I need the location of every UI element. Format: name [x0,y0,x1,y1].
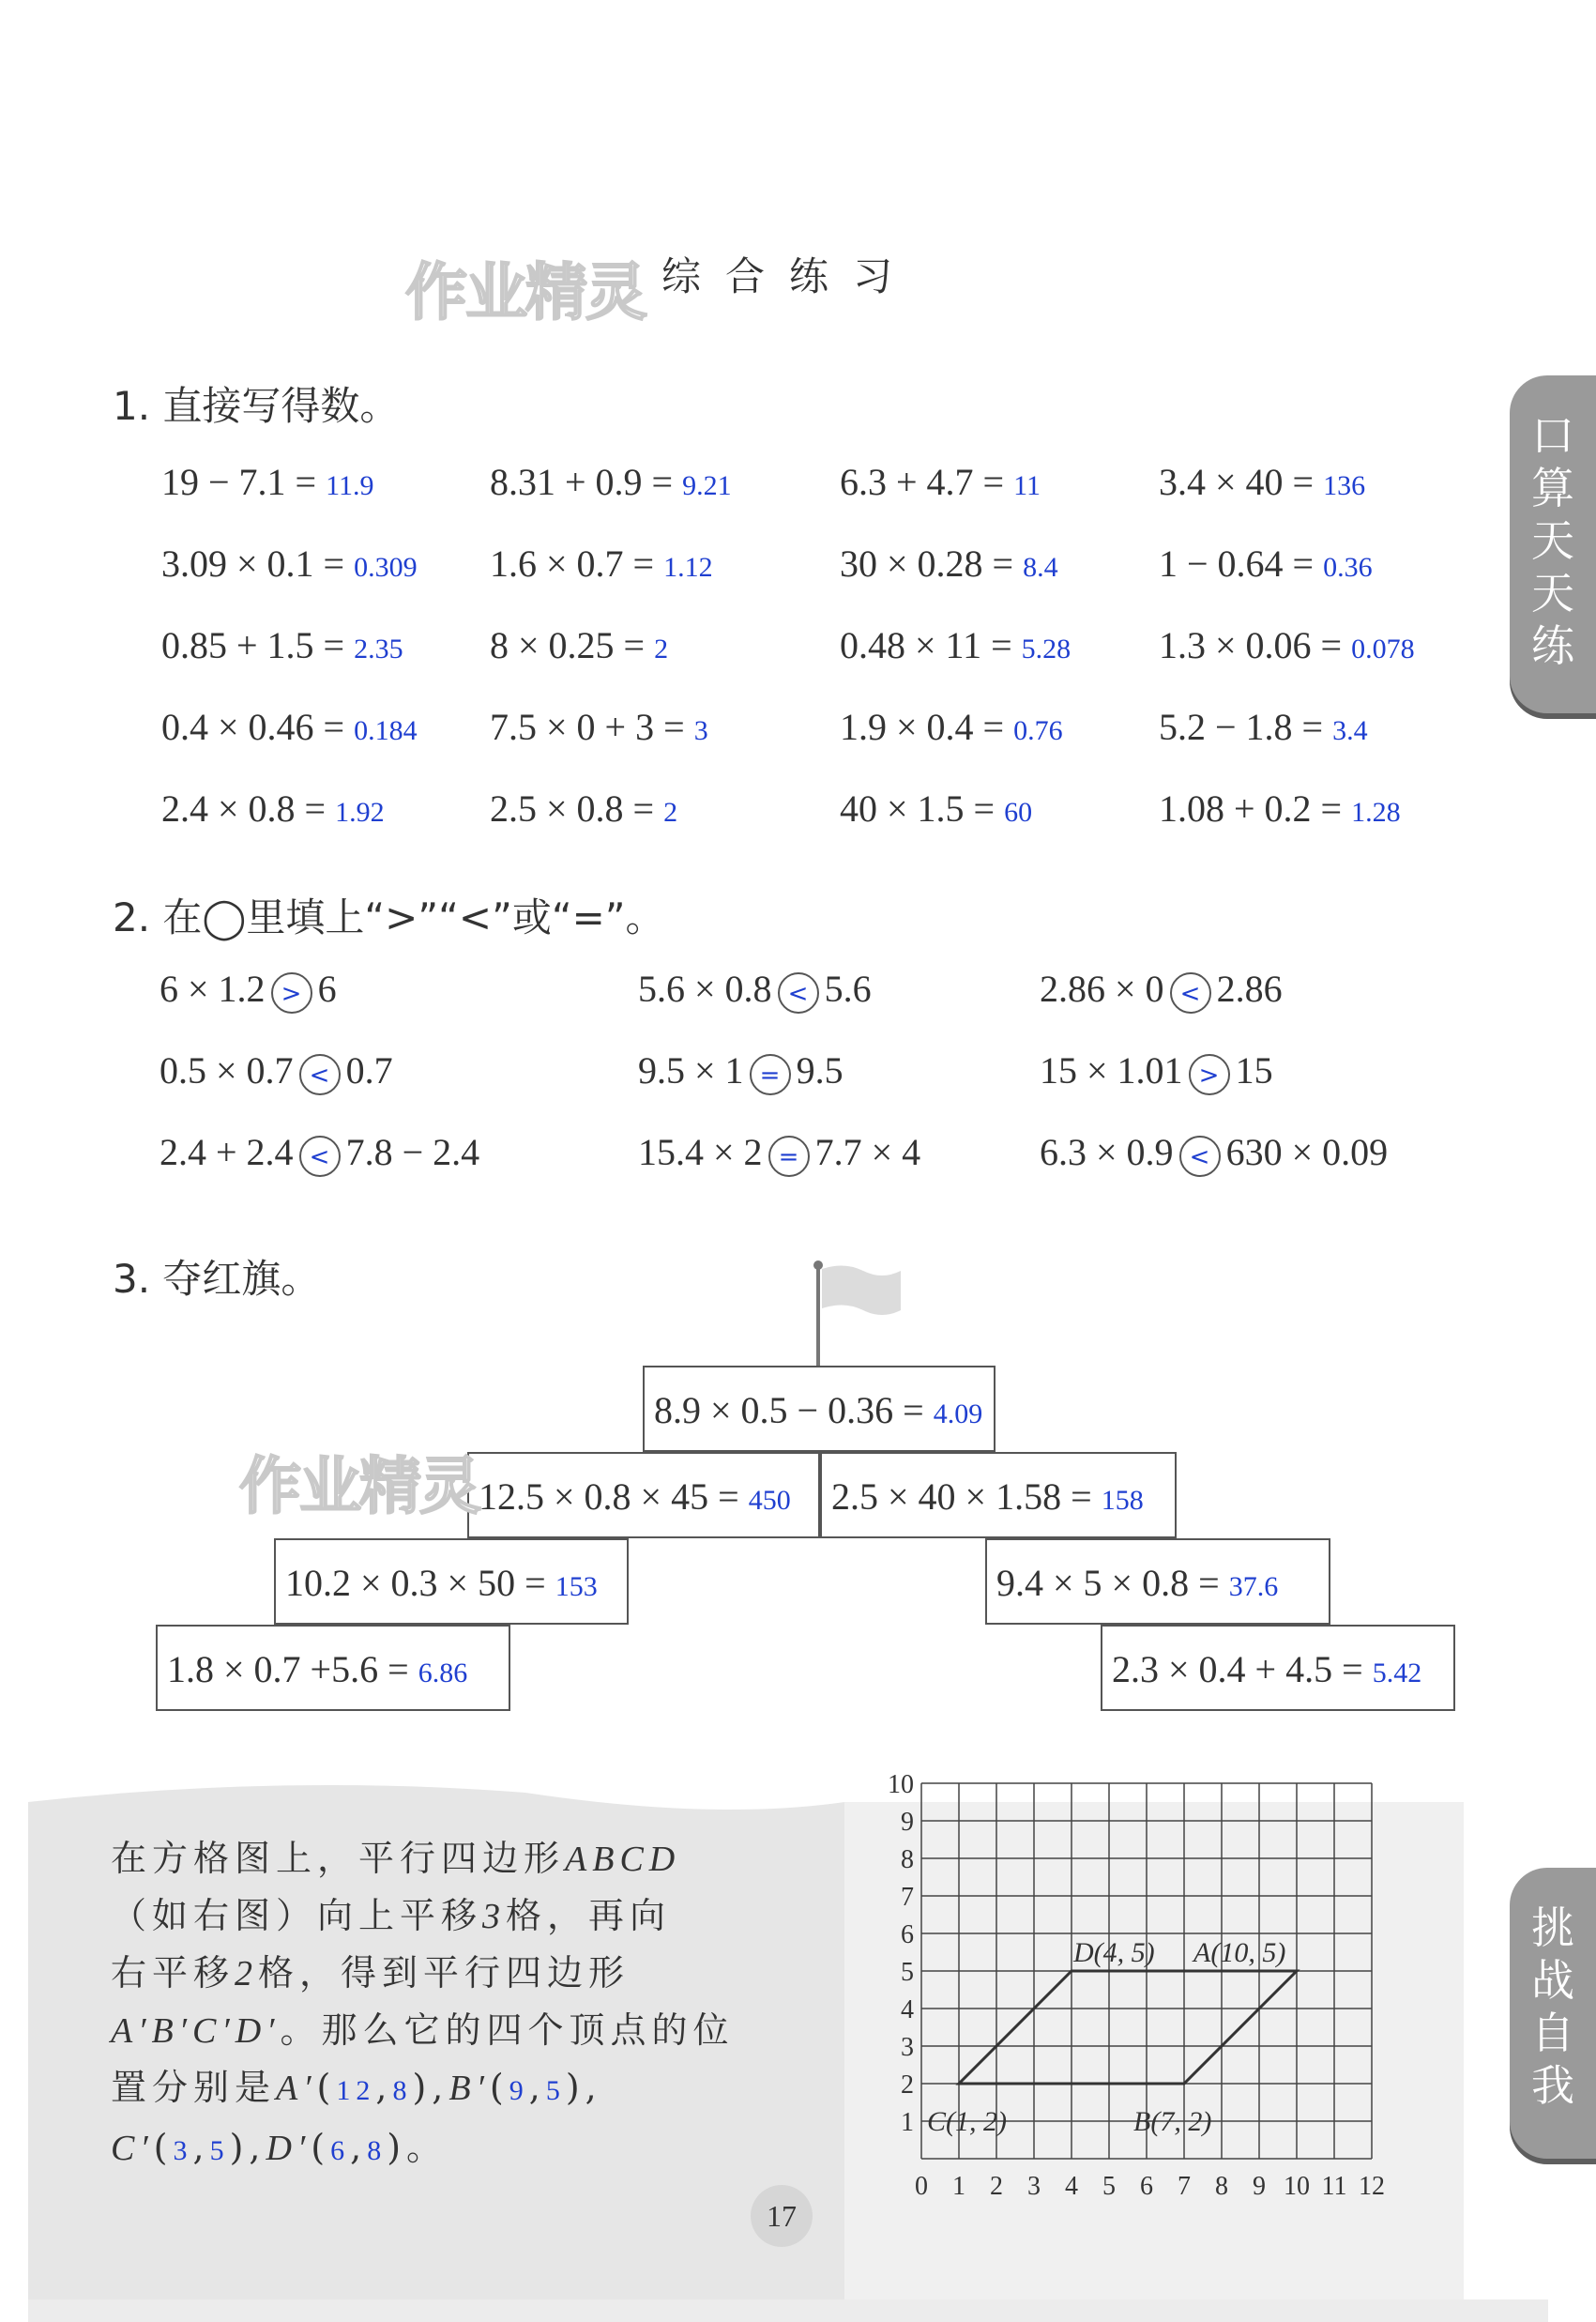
calc-question: 8 × 0.25 = [490,624,646,666]
flag-icon [807,1258,910,1370]
point-label: A(10, 5) [1193,1937,1286,1968]
y-tick-label: 2 [901,2070,914,2100]
parallelogram [959,1971,1297,2084]
x-tick-label: 5 [1102,2172,1116,2201]
calc-item [1159,623,1415,667]
calc-answer: 11 [1013,470,1041,501]
compare-circle: < [1179,1136,1221,1177]
compare-item [1040,1130,1388,1177]
y-tick-label: 7 [901,1883,914,1912]
y-tick-label: 3 [901,2033,914,2062]
calc-question: 6.3 + 4.7 = [840,461,1005,503]
calc-item [840,705,1063,749]
calc-answer: 1.28 [1351,797,1401,828]
calc-question: 1.08 + 0.2 = [1159,787,1343,830]
calc-item [161,460,374,504]
calc-question: 1.9 × 0.4 = [840,706,1005,748]
calc-answer: 0.76 [1013,715,1063,746]
compare-right: 5.6 [824,968,872,1010]
x-tick-label: 4 [1065,2172,1078,2201]
calc-item [490,460,732,504]
compare-item [638,1130,920,1177]
calc-answer: 2.35 [354,634,403,665]
calc-item [1159,542,1373,586]
calc-answer: 2 [663,797,678,828]
calc-answer: 0.078 [1351,634,1415,665]
x-tick-label: 10 [1284,2172,1310,2201]
calc-answer: 2 [654,634,669,665]
tab-mental-math: 口算天天练 [1510,375,1596,713]
calc-answer: 136 [1323,470,1366,501]
calc-item [161,787,385,831]
calc-question: 19 − 7.1 = [161,461,317,503]
compare-left: 9.5 × 1 [638,1049,744,1092]
calc-answer: 9.21 [682,470,732,501]
calc-question: 40 × 1.5 = [840,787,996,830]
calc-item [1159,460,1365,504]
compare-left: 6 × 1.2 [160,968,266,1010]
compare-right: 6 [317,968,337,1010]
compare-item [1040,1048,1273,1095]
compare-left: 15.4 × 2 [638,1131,763,1173]
calc-question: 1 − 0.64 = [1159,542,1315,585]
compare-circle: < [299,1136,341,1177]
section-1-heading: 1. 直接写得数。 [113,383,400,429]
calc-item [1159,705,1368,749]
compare-right: 7.8 − 2.4 [345,1131,480,1173]
x-tick-label: 0 [915,2172,928,2201]
y-tick-label: 6 [901,1920,914,1949]
compare-right: 7.7 × 4 [814,1131,921,1173]
calc-item [1159,787,1401,831]
calc-item [161,623,403,667]
tab-challenge: 挑战自我 [1510,1868,1596,2159]
y-tick-label: 9 [901,1808,914,1837]
compare-left: 5.6 × 0.8 [638,968,772,1010]
x-tick-label: 1 [952,2172,965,2201]
compare-left: 0.5 × 0.7 [160,1049,294,1092]
compare-circle: > [271,972,312,1014]
x-tick-label: 9 [1253,2172,1266,2201]
calc-item [490,787,677,831]
x-tick-label: 12 [1359,2172,1385,2201]
calc-question: 1.6 × 0.7 = [490,542,655,585]
section-3-heading: 3. 夺红旗。 [113,1256,321,1302]
calc-question: 0.4 × 0.46 = [161,706,345,748]
calc-item [490,705,708,749]
calc-question: 1.3 × 0.06 = [1159,624,1343,666]
flag-box-left-3: 1.8 × 0.7 +5.6 = 6.86 [156,1625,510,1711]
compare-circle: < [1170,972,1211,1014]
calc-answer: 8.4 [1023,552,1058,583]
calc-question: 0.85 + 1.5 = [161,624,345,666]
compare-item [160,967,337,1014]
calc-item [161,542,418,586]
calc-item [161,705,418,749]
compare-left: 6.3 × 0.9 [1040,1131,1174,1173]
y-tick-label: 4 [901,1995,914,2024]
page-title: 综合练习 [661,253,918,299]
page-number: 17 [751,2185,813,2247]
x-tick-label: 11 [1321,2172,1347,2201]
compare-item [1040,967,1283,1014]
calc-question: 3.4 × 40 = [1159,461,1315,503]
calc-question: 2.5 × 0.8 = [490,787,655,830]
calc-answer: 1.92 [335,797,385,828]
y-tick-label: 8 [901,1845,914,1874]
flag-box-right-2: 9.4 × 5 × 0.8 = 37.6 [985,1538,1330,1625]
compare-item [638,1048,844,1095]
coordinate-grid [882,1764,1407,2215]
flag-box-left-2: 10.2 × 0.3 × 50 = 153 [274,1538,629,1625]
compare-left: 2.4 + 2.4 [160,1131,294,1173]
flag-box-top: 8.9 × 0.5 − 0.36 = 4.09 [643,1366,996,1452]
y-tick-label: 5 [901,1958,914,1987]
compare-circle: < [299,1054,341,1095]
calc-answer: 3 [693,715,708,746]
flag-box-right-1: 2.5 × 40 × 1.58 = 158 [820,1452,1177,1538]
x-tick-label: 8 [1215,2172,1228,2201]
calc-answer: 0.309 [354,552,418,583]
x-tick-label: 6 [1140,2172,1153,2201]
calc-item [490,542,713,586]
compare-right: 0.7 [345,1049,393,1092]
calc-question: 7.5 × 0 + 3 = [490,706,685,748]
flag-box-right-3: 2.3 × 0.4 + 4.5 = 5.42 [1101,1625,1455,1711]
calc-item [840,460,1041,504]
compare-item [160,1130,479,1177]
x-tick-label: 7 [1178,2172,1191,2201]
watermark-2: 作业精灵 [239,1450,479,1522]
compare-circle: < [778,972,819,1014]
flag-box-left-1: 12.5 × 0.8 × 45 = 450 [467,1452,820,1538]
compare-right: 15 [1235,1049,1273,1092]
point-label: D(4, 5) [1073,1937,1155,1968]
calc-question: 8.31 + 0.9 = [490,461,674,503]
calc-answer: 0.184 [354,715,418,746]
compare-right: 2.86 [1216,968,1283,1010]
calc-question: 30 × 0.28 = [840,542,1014,585]
point-label: B(7, 2) [1133,2106,1212,2137]
compare-circle: > [1189,1054,1230,1095]
compare-item [160,1048,393,1095]
compare-circle: = [750,1054,791,1095]
compare-item [638,967,872,1014]
calc-answer: 1.12 [663,552,713,583]
calc-item [840,623,1071,667]
x-tick-label: 3 [1027,2172,1041,2201]
compare-left: 15 × 1.01 [1040,1049,1183,1092]
calc-item [840,542,1058,586]
compare-left: 2.86 × 0 [1040,968,1164,1010]
compare-right: 9.5 [796,1049,844,1092]
calc-answer: 60 [1004,797,1033,828]
calc-answer: 11.9 [326,470,374,501]
calc-item [490,623,668,667]
watermark: 作业精灵 [405,256,646,328]
challenge-text: 在方格图上，平行四边形ABCD （如右图）向上平移3格，再向 右平移2格，得到平行四边形 A′B′C′D′。那么它的四个顶点的位 置分别是A′(12,8),B′(9,5), C′(3,5),D′(6,8)。 [111,1838,735,2168]
y-tick-label: 1 [901,2108,914,2137]
y-tick-label: 10 [888,1770,914,1799]
calc-question: 3.09 × 0.1 = [161,542,345,585]
calc-answer: 3.4 [1332,715,1368,746]
calc-question: 2.4 × 0.8 = [161,787,327,830]
section-2-heading: 2. 在◯里填上“>”“<”或“=”。 [113,894,665,940]
point-label: C(1, 2) [927,2106,1007,2137]
calc-question: 0.48 × 11 = [840,624,1012,666]
compare-right: 630 × 0.09 [1225,1131,1389,1173]
calc-answer: 0.36 [1323,552,1373,583]
compare-circle: = [768,1136,810,1177]
calc-answer: 5.28 [1021,634,1072,665]
calc-question: 5.2 − 1.8 = [1159,706,1324,748]
x-tick-label: 2 [990,2172,1003,2201]
calc-item [840,787,1032,831]
